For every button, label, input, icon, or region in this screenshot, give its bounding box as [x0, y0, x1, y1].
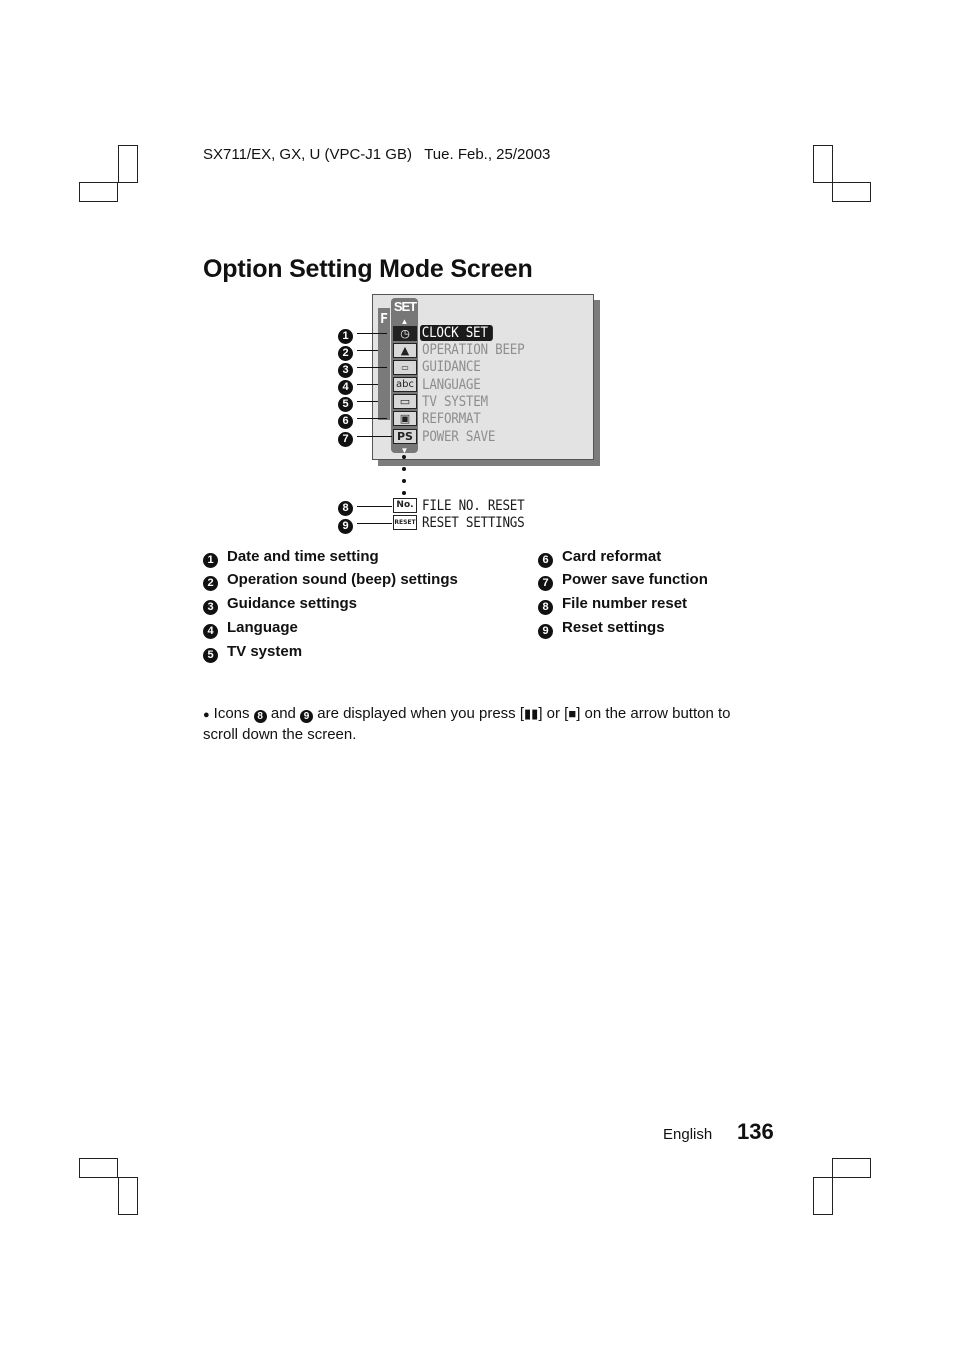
set-tab: SET — [393, 299, 417, 314]
clock-icon: ◷ — [393, 326, 417, 341]
scroll-dot — [402, 491, 406, 495]
legend-item: 3 Guidance settings — [203, 595, 357, 615]
scroll-dot — [402, 467, 406, 471]
crop-mark — [118, 145, 138, 183]
crop-mark — [832, 182, 871, 202]
leader-line — [357, 523, 392, 524]
leader-line — [357, 436, 392, 437]
menu-item-power-save: POWER SAVE — [422, 429, 496, 445]
crop-mark — [79, 1158, 118, 1178]
leader-line — [357, 506, 392, 507]
legend-item: 1 Date and time setting — [203, 548, 379, 568]
legend-item: 8 File number reset — [538, 595, 687, 615]
menu-item-operation-beep: OPERATION BEEP — [422, 342, 525, 358]
leader-line — [357, 384, 378, 385]
callout-4: 4 — [338, 377, 353, 395]
scroll-down-icon: ▼ — [400, 446, 409, 455]
abc-icon: abc — [393, 377, 417, 392]
scroll-dot — [402, 479, 406, 483]
menu-item-reformat: REFORMAT — [422, 411, 481, 427]
scroll-up-icon: ▲ — [400, 317, 409, 326]
f-tab-label: F — [380, 312, 388, 327]
callout-8: 8 — [338, 498, 353, 516]
legend-item: 7 Power save function — [538, 571, 708, 591]
menu-item-file-no-reset: FILE NO. RESET — [422, 498, 525, 514]
print-date: Tue. Feb., 25/2003 — [424, 146, 551, 163]
scroll-dot — [402, 455, 406, 459]
legend-item: 4 Language — [203, 619, 298, 639]
menu-item-guidance: GUIDANCE — [422, 359, 481, 375]
tv-icon: ▭ — [393, 394, 417, 409]
page-title: Option Setting Mode Screen — [203, 255, 533, 283]
model-label: SX711/EX, GX, U (VPC-J1 GB) — [203, 146, 412, 163]
callout-5: 5 — [338, 394, 353, 412]
menu-item-tv-system: TV SYSTEM — [422, 394, 488, 410]
pause-button-icon: ▮▮ — [524, 706, 539, 721]
scroll-note: ● Icons 8 and 9 are displayed when you press [▮▮] or [■] on the arrow button to scroll down the screen. — [203, 705, 731, 743]
page-number: 136 — [737, 1119, 774, 1144]
card-icon: ▣ — [393, 411, 417, 426]
footer-language: English — [663, 1126, 713, 1143]
callout-1: 1 — [338, 326, 353, 344]
legend-item: 5 TV system — [203, 643, 302, 663]
print-header — [203, 146, 550, 163]
guidance-icon: ▭ — [393, 360, 417, 375]
bullet: ● — [203, 709, 210, 721]
bell-icon: ▲ — [393, 343, 417, 358]
callout-6: 6 — [338, 411, 353, 429]
leader-line — [357, 333, 387, 334]
crop-mark — [813, 1177, 833, 1215]
crop-mark — [79, 182, 118, 202]
callout-9: 9 — [338, 516, 353, 534]
crop-mark — [832, 1158, 871, 1178]
callout-3: 3 — [338, 360, 353, 378]
power-save-icon: PS — [393, 429, 417, 444]
callout-7: 7 — [338, 429, 353, 447]
menu-item-reset-settings: RESET SETTINGS — [422, 515, 525, 531]
leader-line — [357, 350, 378, 351]
legend-item: 9 Reset settings — [538, 619, 665, 639]
menu-item-language: LANGUAGE — [422, 377, 481, 393]
menu-item-clock-set: CLOCK SET — [420, 325, 493, 341]
crop-mark — [118, 1177, 138, 1215]
file-number-icon: No. — [393, 498, 417, 513]
leader-line — [357, 401, 378, 402]
stop-button-icon: ■ — [568, 706, 577, 721]
leader-line — [357, 418, 387, 419]
callout-2: 2 — [338, 343, 353, 361]
reset-icon: RESET — [393, 515, 417, 530]
crop-mark — [813, 145, 833, 183]
legend-item: 2 Operation sound (beep) settings — [203, 571, 458, 591]
leader-line — [357, 367, 387, 368]
legend-item: 6 Card reformat — [538, 548, 661, 568]
